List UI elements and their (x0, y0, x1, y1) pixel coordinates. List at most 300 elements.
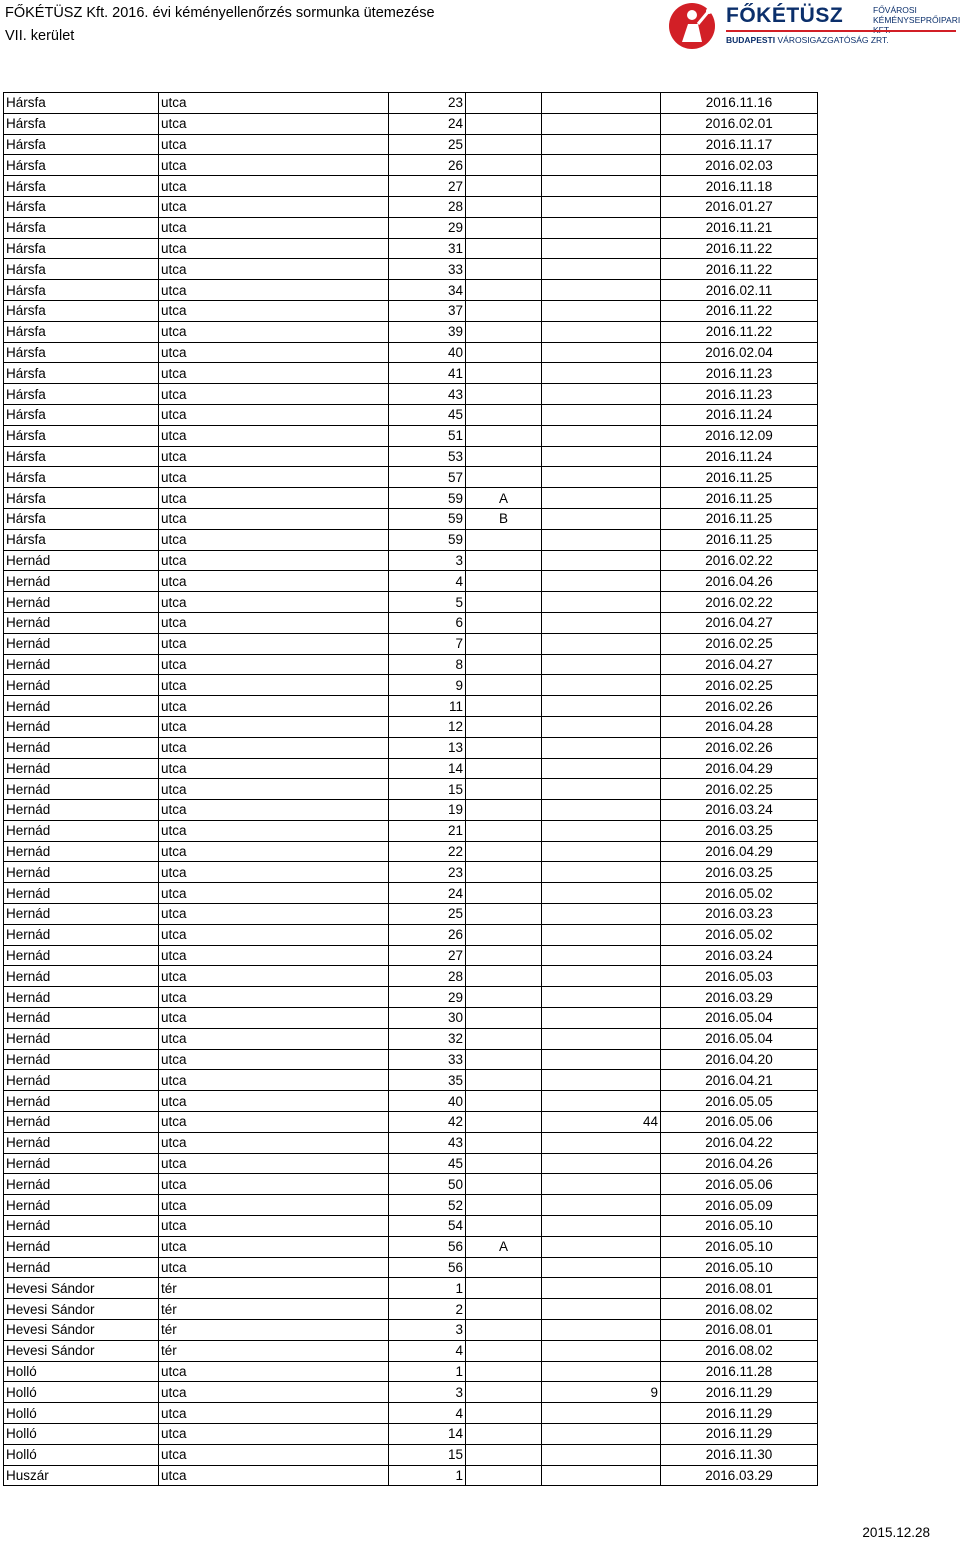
range-end-cell (542, 550, 661, 571)
range-end-cell (542, 716, 661, 737)
street-type-cell: utca (159, 945, 389, 966)
range-end-cell (542, 966, 661, 987)
suffix-cell (466, 1112, 542, 1133)
house-number-cell: 12 (389, 716, 466, 737)
date-cell: 2016.11.29 (661, 1424, 818, 1445)
range-end-cell (542, 945, 661, 966)
range-end-cell: 9 (542, 1382, 661, 1403)
table-row (4, 1070, 818, 1091)
date-cell: 2016.03.29 (661, 1465, 818, 1486)
range-end-cell (542, 612, 661, 633)
street-name-cell: Hársfa (4, 529, 159, 550)
suffix-cell (466, 404, 542, 425)
suffix-cell (466, 633, 542, 654)
street-name-cell: Holló (4, 1361, 159, 1382)
suffix-cell (466, 425, 542, 446)
house-number-cell: 57 (389, 467, 466, 488)
company-logo (668, 2, 958, 50)
date-cell: 2016.12.09 (661, 425, 818, 446)
street-type-cell: utca (159, 1008, 389, 1029)
street-type-cell: utca (159, 1070, 389, 1091)
street-name-cell: Hársfa (4, 238, 159, 259)
street-name-cell: Hernád (4, 987, 159, 1008)
range-end-cell (542, 987, 661, 1008)
table-row (4, 425, 818, 446)
street-type-cell: utca (159, 300, 389, 321)
street-name-cell: Hernád (4, 571, 159, 592)
suffix-cell (466, 883, 542, 904)
street-type-cell: utca (159, 571, 389, 592)
suffix-cell (466, 945, 542, 966)
street-name-cell: Hernád (4, 1091, 159, 1112)
house-number-cell: 56 (389, 1236, 466, 1257)
suffix-cell (466, 93, 542, 114)
table-row (4, 550, 818, 571)
table-row (4, 342, 818, 363)
date-cell: 2016.02.25 (661, 779, 818, 800)
table-row (4, 363, 818, 384)
house-number-cell: 37 (389, 300, 466, 321)
date-cell: 2016.02.04 (661, 342, 818, 363)
table-row (4, 1195, 818, 1216)
house-number-cell: 31 (389, 238, 466, 259)
table-row (4, 1340, 818, 1361)
street-name-cell: Hársfa (4, 113, 159, 134)
range-end-cell (542, 1049, 661, 1070)
range-end-cell (542, 883, 661, 904)
range-end-cell (542, 904, 661, 925)
suffix-cell (466, 384, 542, 405)
street-type-cell: utca (159, 1132, 389, 1153)
suffix-cell (466, 1132, 542, 1153)
suffix-cell (466, 259, 542, 280)
table-row (4, 945, 818, 966)
date-cell: 2016.11.29 (661, 1403, 818, 1424)
date-cell: 2016.03.24 (661, 800, 818, 821)
range-end-cell (542, 342, 661, 363)
street-name-cell: Hernád (4, 1112, 159, 1133)
range-end-cell (542, 633, 661, 654)
street-type-cell: utca (159, 716, 389, 737)
table-row (4, 1403, 818, 1424)
street-type-cell: utca (159, 1049, 389, 1070)
suffix-cell (466, 1278, 542, 1299)
range-end-cell (542, 571, 661, 592)
range-end-cell (542, 1424, 661, 1445)
range-end-cell (542, 1444, 661, 1465)
street-type-cell: utca (159, 259, 389, 280)
range-end-cell (542, 488, 661, 509)
logo-divider (726, 30, 956, 32)
street-name-cell: Hernád (4, 800, 159, 821)
range-end-cell (542, 1403, 661, 1424)
chimney-sweep-logo-icon (668, 2, 716, 50)
range-end-cell (542, 758, 661, 779)
date-cell: 2016.01.27 (661, 196, 818, 217)
house-number-cell: 4 (389, 1340, 466, 1361)
street-type-cell: utca (159, 612, 389, 633)
street-type-cell: utca (159, 508, 389, 529)
street-name-cell: Hernád (4, 904, 159, 925)
street-name-cell: Hársfa (4, 134, 159, 155)
range-end-cell (542, 924, 661, 945)
street-type-cell: utca (159, 93, 389, 114)
range-end-cell (542, 155, 661, 176)
suffix-cell (466, 446, 542, 467)
date-cell: 2016.11.25 (661, 508, 818, 529)
suffix-cell (466, 134, 542, 155)
table-row (4, 93, 818, 114)
table-row (4, 113, 818, 134)
house-number-cell: 14 (389, 758, 466, 779)
suffix-cell (466, 987, 542, 1008)
suffix-cell (466, 716, 542, 737)
logo-wordmark: FŐKÉTÜSZ (726, 4, 844, 27)
house-number-cell: 22 (389, 841, 466, 862)
table-row (4, 1174, 818, 1195)
street-name-cell: Hernád (4, 841, 159, 862)
date-cell: 2016.11.22 (661, 238, 818, 259)
range-end-cell (542, 404, 661, 425)
street-name-cell: Hernád (4, 696, 159, 717)
date-cell: 2016.02.26 (661, 737, 818, 758)
table-row (4, 654, 818, 675)
suffix-cell (466, 196, 542, 217)
footer-date: 2015.12.28 (862, 1525, 930, 1540)
table-row (4, 217, 818, 238)
suffix-cell (466, 1008, 542, 1029)
table-row (4, 1257, 818, 1278)
date-cell: 2016.11.23 (661, 384, 818, 405)
house-number-cell: 24 (389, 113, 466, 134)
table-row (4, 529, 818, 550)
house-number-cell: 15 (389, 1444, 466, 1465)
date-cell: 2016.04.21 (661, 1070, 818, 1091)
range-end-cell (542, 238, 661, 259)
house-number-cell: 59 (389, 508, 466, 529)
suffix-cell (466, 696, 542, 717)
range-end-cell (542, 1070, 661, 1091)
street-type-cell: utca (159, 1028, 389, 1049)
date-cell: 2016.11.30 (661, 1444, 818, 1465)
suffix-cell (466, 800, 542, 821)
logo-sub-line1: FŐVÁROSI (873, 5, 917, 15)
date-cell: 2016.02.22 (661, 550, 818, 571)
table-row (4, 696, 818, 717)
street-type-cell: utca (159, 966, 389, 987)
table-row (4, 716, 818, 737)
street-name-cell: Hernád (4, 758, 159, 779)
range-end-cell (542, 259, 661, 280)
street-type-cell: utca (159, 488, 389, 509)
house-number-cell: 1 (389, 1361, 466, 1382)
street-type-cell: utca (159, 363, 389, 384)
house-number-cell: 27 (389, 176, 466, 197)
street-type-cell: utca (159, 675, 389, 696)
range-end-cell (542, 1361, 661, 1382)
date-cell: 2016.04.26 (661, 1153, 818, 1174)
table-row (4, 571, 818, 592)
suffix-cell (466, 217, 542, 238)
house-number-cell: 28 (389, 196, 466, 217)
date-cell: 2016.11.17 (661, 134, 818, 155)
suffix-cell (466, 529, 542, 550)
street-type-cell: utca (159, 529, 389, 550)
street-name-cell: Hársfa (4, 280, 159, 301)
range-end-cell: 44 (542, 1112, 661, 1133)
suffix-cell (466, 1195, 542, 1216)
table-row (4, 196, 818, 217)
range-end-cell (542, 321, 661, 342)
house-number-cell: 15 (389, 779, 466, 800)
house-number-cell: 6 (389, 612, 466, 633)
range-end-cell (542, 592, 661, 613)
suffix-cell (466, 862, 542, 883)
street-name-cell: Hársfa (4, 217, 159, 238)
range-end-cell (542, 820, 661, 841)
street-type-cell: utca (159, 737, 389, 758)
document-title: FŐKÉTÜSZ Kft. 2016. évi kéményellenőrzés sormunka ütemezése (5, 5, 435, 21)
suffix-cell (466, 1465, 542, 1486)
street-name-cell: Hernád (4, 1028, 159, 1049)
range-end-cell (542, 1236, 661, 1257)
date-cell: 2016.05.04 (661, 1008, 818, 1029)
street-name-cell: Hernád (4, 1070, 159, 1091)
house-number-cell: 43 (389, 1132, 466, 1153)
street-name-cell: Hársfa (4, 342, 159, 363)
date-cell: 2016.05.10 (661, 1236, 818, 1257)
house-number-cell: 40 (389, 1091, 466, 1112)
date-cell: 2016.04.26 (661, 571, 818, 592)
table-row (4, 737, 818, 758)
suffix-cell (466, 300, 542, 321)
date-cell: 2016.05.03 (661, 966, 818, 987)
table-row (4, 1382, 818, 1403)
street-type-cell: utca (159, 1112, 389, 1133)
suffix-cell (466, 758, 542, 779)
street-name-cell: Hevesi Sándor (4, 1340, 159, 1361)
table-row (4, 300, 818, 321)
house-number-cell: 28 (389, 966, 466, 987)
street-type-cell: utca (159, 1216, 389, 1237)
house-number-cell: 23 (389, 93, 466, 114)
table-row (4, 841, 818, 862)
range-end-cell (542, 1320, 661, 1341)
street-name-cell: Hársfa (4, 321, 159, 342)
table-row (4, 862, 818, 883)
suffix-cell (466, 1299, 542, 1320)
table-row (4, 883, 818, 904)
date-cell: 2016.04.29 (661, 758, 818, 779)
street-name-cell: Hernád (4, 737, 159, 758)
date-cell: 2016.02.26 (661, 696, 818, 717)
house-number-cell: 45 (389, 404, 466, 425)
street-type-cell: utca (159, 134, 389, 155)
suffix-cell (466, 363, 542, 384)
date-cell: 2016.02.11 (661, 280, 818, 301)
date-cell: 2016.11.23 (661, 363, 818, 384)
house-number-cell: 11 (389, 696, 466, 717)
street-type-cell: utca (159, 176, 389, 197)
range-end-cell (542, 446, 661, 467)
table-row (4, 1444, 818, 1465)
date-cell: 2016.05.09 (661, 1195, 818, 1216)
street-type-cell: utca (159, 321, 389, 342)
table-row (4, 1112, 818, 1133)
range-end-cell (542, 862, 661, 883)
suffix-cell (466, 342, 542, 363)
suffix-cell (466, 820, 542, 841)
house-number-cell: 23 (389, 862, 466, 883)
house-number-cell: 27 (389, 945, 466, 966)
street-type-cell: utca (159, 113, 389, 134)
table-row (4, 675, 818, 696)
date-cell: 2016.08.02 (661, 1340, 818, 1361)
range-end-cell (542, 800, 661, 821)
street-name-cell: Hársfa (4, 259, 159, 280)
house-number-cell: 56 (389, 1257, 466, 1278)
table-row (4, 904, 818, 925)
street-type-cell: utca (159, 196, 389, 217)
house-number-cell: 13 (389, 737, 466, 758)
suffix-cell (466, 592, 542, 613)
table-row (4, 1424, 818, 1445)
house-number-cell: 21 (389, 820, 466, 841)
street-name-cell: Holló (4, 1382, 159, 1403)
range-end-cell (542, 1299, 661, 1320)
street-name-cell: Hernád (4, 779, 159, 800)
table-row (4, 820, 818, 841)
street-type-cell: tér (159, 1320, 389, 1341)
suffix-cell (466, 155, 542, 176)
date-cell: 2016.11.22 (661, 259, 818, 280)
house-number-cell: 26 (389, 155, 466, 176)
suffix-cell (466, 1174, 542, 1195)
street-name-cell: Hársfa (4, 404, 159, 425)
range-end-cell (542, 779, 661, 800)
range-end-cell (542, 654, 661, 675)
date-cell: 2016.08.02 (661, 1299, 818, 1320)
date-cell: 2016.02.22 (661, 592, 818, 613)
street-name-cell: Hevesi Sándor (4, 1299, 159, 1320)
table-row (4, 612, 818, 633)
house-number-cell: 40 (389, 342, 466, 363)
suffix-cell (466, 1070, 542, 1091)
street-name-cell: Hernád (4, 1049, 159, 1070)
table-row (4, 800, 818, 821)
house-number-cell: 43 (389, 384, 466, 405)
street-type-cell: utca (159, 155, 389, 176)
street-type-cell: utca (159, 883, 389, 904)
table-row (4, 321, 818, 342)
table-row (4, 488, 818, 509)
range-end-cell (542, 384, 661, 405)
date-cell: 2016.04.28 (661, 716, 818, 737)
schedule-table-body (4, 93, 818, 1486)
range-end-cell (542, 1174, 661, 1195)
house-number-cell: 24 (389, 883, 466, 904)
street-type-cell: tér (159, 1278, 389, 1299)
house-number-cell: 53 (389, 446, 466, 467)
table-row (4, 508, 818, 529)
range-end-cell (542, 467, 661, 488)
suffix-cell (466, 841, 542, 862)
street-type-cell: utca (159, 1153, 389, 1174)
street-type-cell: utca (159, 1174, 389, 1195)
house-number-cell: 34 (389, 280, 466, 301)
suffix-cell (466, 1153, 542, 1174)
range-end-cell (542, 134, 661, 155)
house-number-cell: 45 (389, 1153, 466, 1174)
table-row (4, 592, 818, 613)
suffix-cell (466, 1424, 542, 1445)
range-end-cell (542, 1278, 661, 1299)
street-name-cell: Hernád (4, 820, 159, 841)
date-cell: 2016.08.01 (661, 1320, 818, 1341)
range-end-cell (542, 1216, 661, 1237)
table-row (4, 779, 818, 800)
suffix-cell (466, 1444, 542, 1465)
street-name-cell: Hársfa (4, 467, 159, 488)
street-type-cell: utca (159, 384, 389, 405)
date-cell: 2016.11.21 (661, 217, 818, 238)
street-name-cell: Hernád (4, 883, 159, 904)
range-end-cell (542, 696, 661, 717)
suffix-cell (466, 238, 542, 259)
table-row (4, 1028, 818, 1049)
house-number-cell: 39 (389, 321, 466, 342)
date-cell: 2016.05.10 (661, 1216, 818, 1237)
suffix-cell (466, 321, 542, 342)
suffix-cell (466, 1257, 542, 1278)
range-end-cell (542, 93, 661, 114)
range-end-cell (542, 176, 661, 197)
date-cell: 2016.08.01 (661, 1278, 818, 1299)
street-name-cell: Huszár (4, 1465, 159, 1486)
range-end-cell (542, 1340, 661, 1361)
street-type-cell: utca (159, 592, 389, 613)
street-name-cell: Hernád (4, 1236, 159, 1257)
date-cell: 2016.05.04 (661, 1028, 818, 1049)
table-row (4, 1008, 818, 1029)
house-number-cell: 30 (389, 1008, 466, 1029)
house-number-cell: 19 (389, 800, 466, 821)
range-end-cell (542, 841, 661, 862)
range-end-cell (542, 363, 661, 384)
date-cell: 2016.04.27 (661, 654, 818, 675)
table-row (4, 1091, 818, 1112)
table-row (4, 987, 818, 1008)
range-end-cell (542, 508, 661, 529)
range-end-cell (542, 217, 661, 238)
table-row (4, 467, 818, 488)
house-number-cell: 51 (389, 425, 466, 446)
street-type-cell: tér (159, 1299, 389, 1320)
house-number-cell: 52 (389, 1195, 466, 1216)
house-number-cell: 33 (389, 259, 466, 280)
date-cell: 2016.11.18 (661, 176, 818, 197)
street-name-cell: Hernád (4, 592, 159, 613)
street-type-cell: utca (159, 862, 389, 883)
table-row (4, 155, 818, 176)
house-number-cell: 54 (389, 1216, 466, 1237)
range-end-cell (542, 113, 661, 134)
table-row (4, 1132, 818, 1153)
street-name-cell: Hársfa (4, 363, 159, 384)
date-cell: 2016.03.24 (661, 945, 818, 966)
range-end-cell (542, 425, 661, 446)
street-type-cell: utca (159, 1382, 389, 1403)
